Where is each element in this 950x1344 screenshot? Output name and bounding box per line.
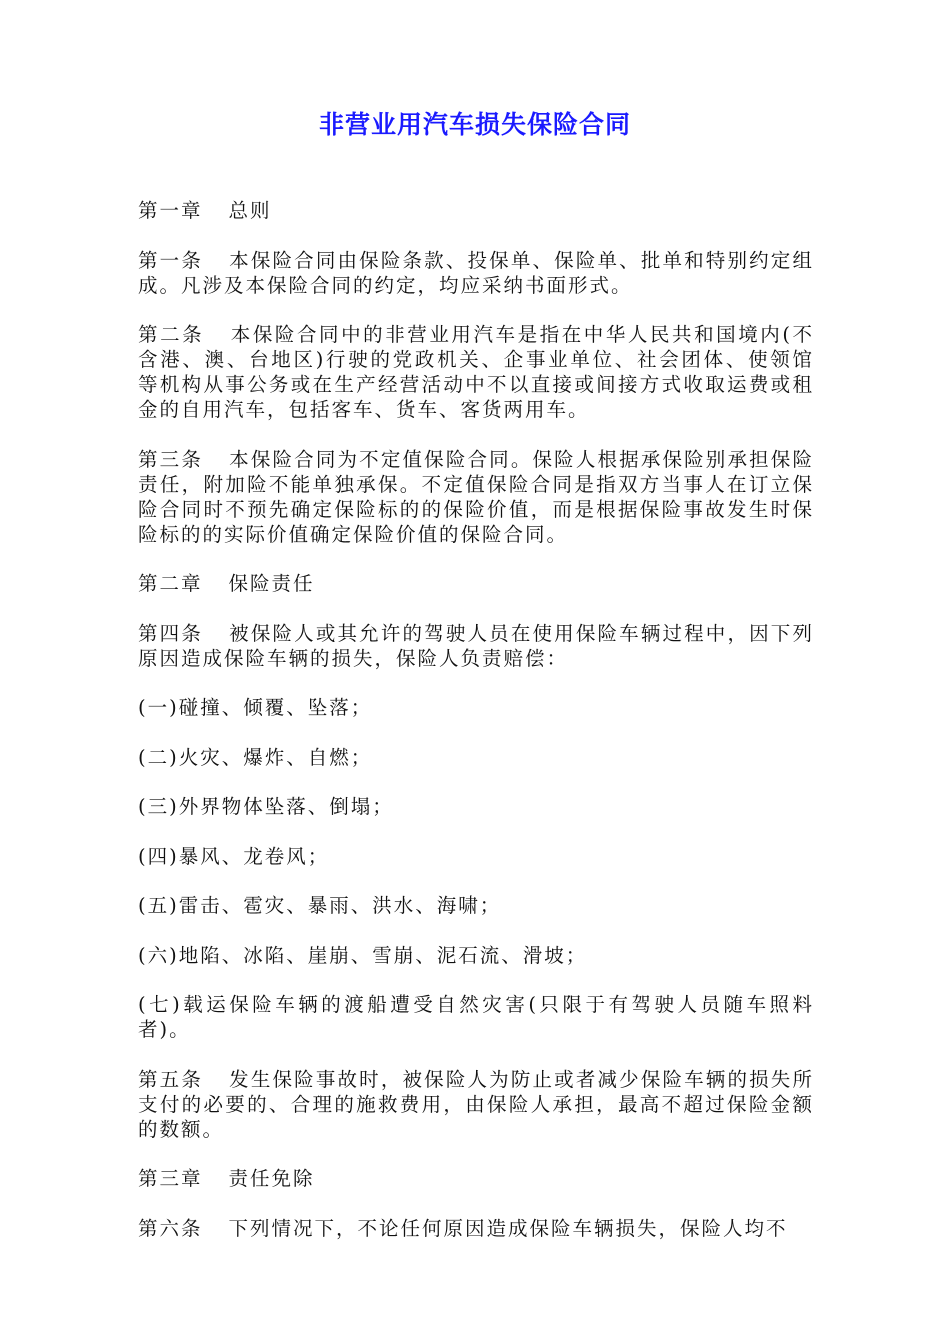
document-body xyxy=(138,198,814,1265)
paragraph-text: 责任免除 xyxy=(228,1167,315,1190)
paragraph xyxy=(138,1216,814,1241)
paragraph-text: (一)碰撞、倾覆、坠落； xyxy=(138,696,373,719)
paragraph-text: (二)火灾、爆炸、自燃； xyxy=(138,745,373,769)
paragraph xyxy=(138,1067,814,1142)
paragraph-heading: 第三条 xyxy=(138,447,203,471)
paragraph-text: (三)外界物体坠落、倒塌； xyxy=(138,795,394,818)
paragraph-heading: 第五条 xyxy=(138,1067,203,1091)
paragraph xyxy=(138,621,814,671)
paragraph-text: 保险责任 xyxy=(228,572,315,595)
paragraph-heading: 第一条 xyxy=(138,248,203,272)
paragraph xyxy=(138,745,814,770)
paragraph-text: 被保险人或其允许的驾驶人员在使用保险车辆过程中，因下列原因造成保险车辆的损失，保险人负责赔偿： xyxy=(138,621,814,670)
paragraph-text: 本保险合同为不定值保险合同。保险人根据承保险别承担保险责任，附加险不能单独承保。不定值保险合同是指双方当事人在订立保险合同时不预先确定保险标的的保险价值，而是根据保险事故发生时保险标的的实际价值确定保险价值的保险合同。 xyxy=(138,447,814,546)
paragraph xyxy=(138,322,814,422)
paragraph-heading: 第二章 xyxy=(138,572,203,595)
paragraph xyxy=(138,1166,814,1191)
paragraph xyxy=(138,198,814,223)
paragraph-heading: 第四条 xyxy=(138,621,203,645)
paragraph xyxy=(138,893,814,918)
paragraph xyxy=(138,844,814,869)
paragraph-text: (六)地陷、冰陷、崖崩、雪崩、泥石流、滑坡； xyxy=(138,943,588,967)
document-title: 非营业用汽车损失保险合同 xyxy=(318,110,631,139)
paragraph xyxy=(138,992,814,1042)
paragraph xyxy=(138,248,814,298)
paragraph-heading: 第三章 xyxy=(138,1167,203,1190)
paragraph-text: 本保险合同由保险条款、投保单、保险单、批单和特别约定组成。凡涉及本保险合同的约定，均应采纳书面形式。 xyxy=(138,248,814,297)
paragraph-text: 下列情况下，不论任何原因造成保险车辆损失，保险人均不 xyxy=(228,1216,788,1240)
paragraph-heading: 第一章 xyxy=(138,199,203,222)
paragraph-text: 本保险合同中的非营业用汽车是指在中华人民共和国境内(不含港、澳、台地区)行驶的党政机关、企事业单位、社会团体、使领馆等机构从事公务或在生产经营活动中不以直接或间接方式收取运费或租金的自用汽车，包括客车、货车、客货两用车。 xyxy=(138,323,814,421)
paragraph xyxy=(138,794,814,819)
paragraph-text: (五)雷击、雹灾、暴雨、洪水、海啸； xyxy=(138,894,502,917)
paragraph-text: 发生保险事故时，被保险人为防止或者减少保险车辆的损失所支付的必要的、合理的施救费用，由保险人承担，最高不超过保险金额的数额。 xyxy=(138,1067,814,1141)
paragraph-text: 总则 xyxy=(228,199,272,222)
paragraph-text: (四)暴风、龙卷风； xyxy=(138,844,330,868)
paragraph-heading: 第六条 xyxy=(138,1216,203,1240)
paragraph-heading: 第二条 xyxy=(138,323,205,346)
paragraph xyxy=(138,447,814,547)
paragraph-text: (七)载运保险车辆的渡船遭受自然灾害(只限于有驾驶人员随车照料者)。 xyxy=(138,993,814,1041)
paragraph xyxy=(138,943,814,968)
paragraph xyxy=(138,571,814,596)
paragraph xyxy=(138,695,814,720)
